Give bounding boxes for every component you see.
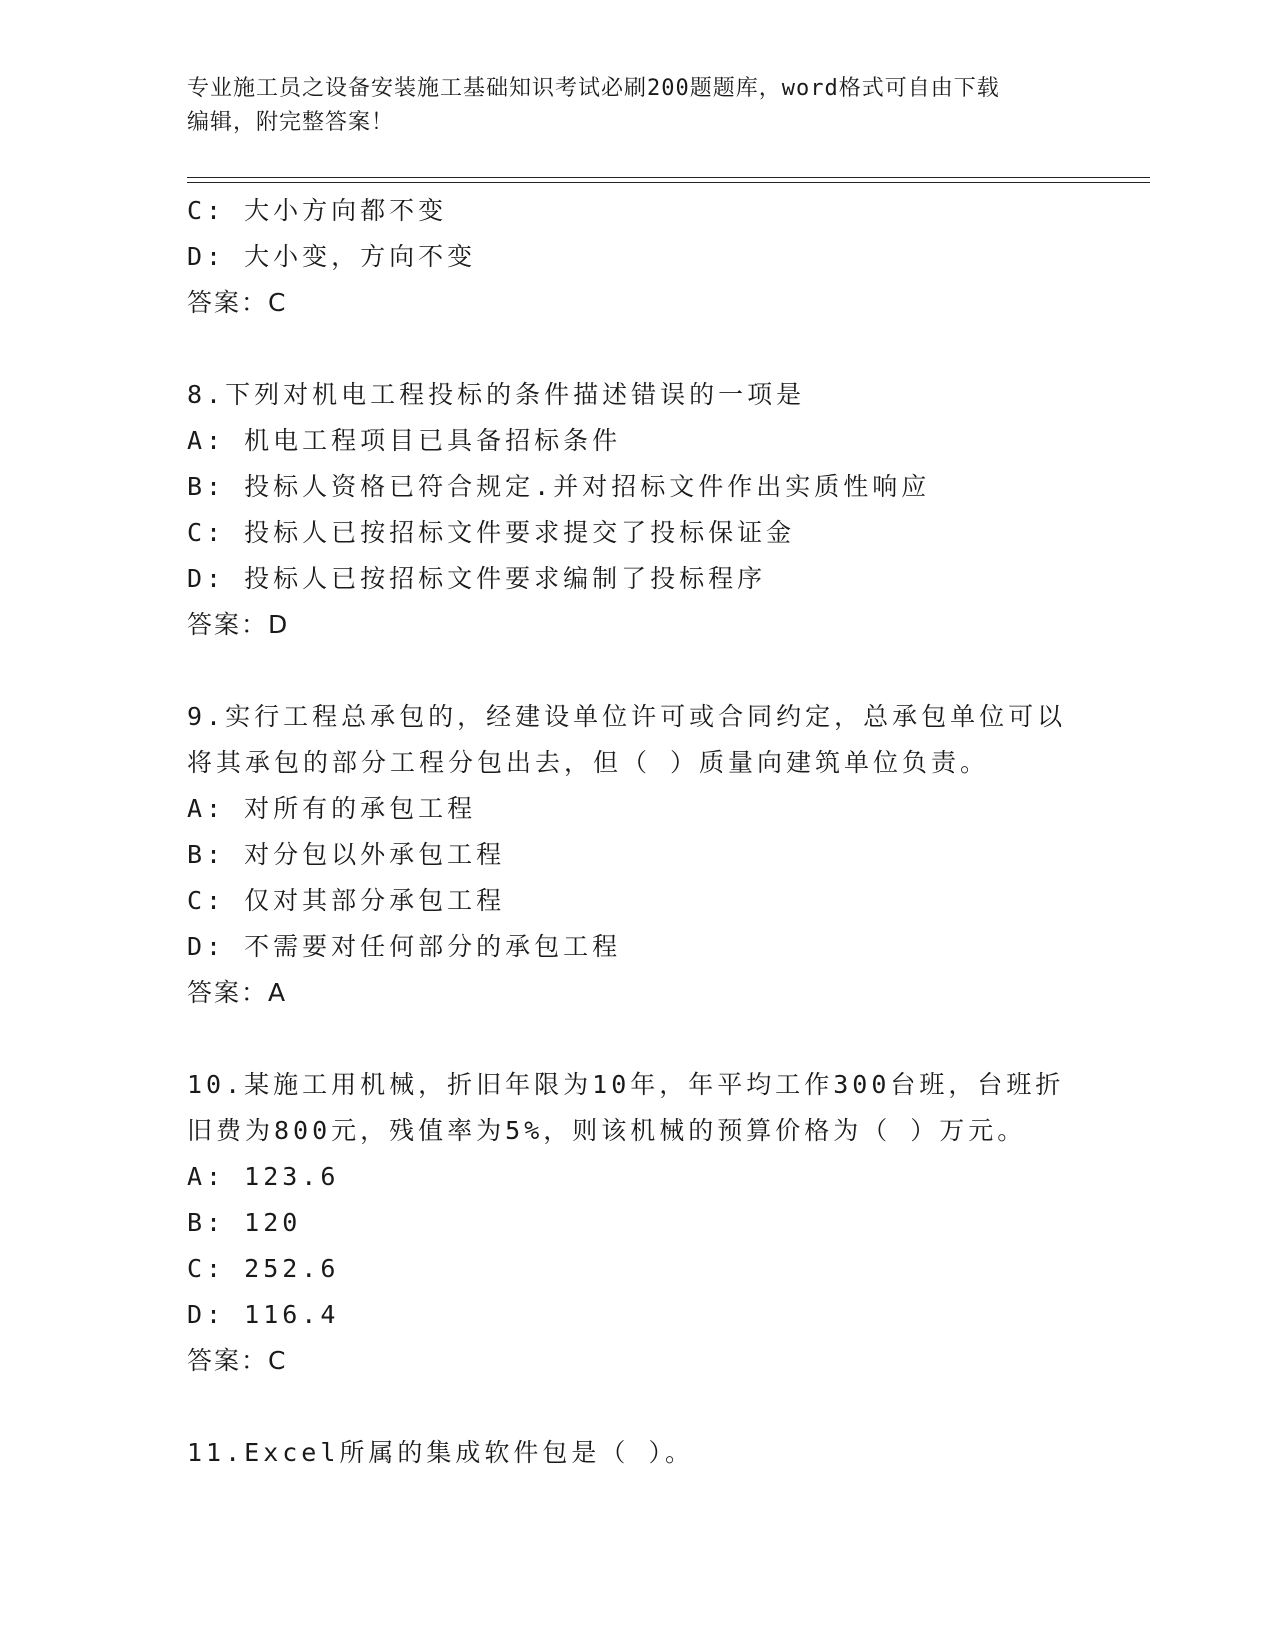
- option-d: D: 不需要对任何部分的承包工程: [187, 932, 622, 961]
- spacer: [187, 326, 1087, 372]
- option-a: A: 机电工程项目已具备招标条件: [187, 426, 622, 455]
- header-title-line-2: 编辑，附完整答案！: [187, 110, 395, 135]
- option-b: B: 对分包以外承包工程: [187, 840, 506, 869]
- option-d: D: 大小变，方向不变: [187, 242, 477, 271]
- option-b: B: 投标人资格已符合规定.并对招标文件作出实质性响应: [187, 472, 931, 501]
- question-stem-line-1: 10.某施工用机械，折旧年限为10年，年平均工作300台班，台班折: [187, 1070, 1065, 1099]
- question-stem-line-2: 将其承包的部分工程分包出去，但（ ）质量向建筑单位负责。: [187, 748, 990, 777]
- option-b: B: 120: [187, 1208, 302, 1237]
- option-c: C: 252.6: [187, 1254, 340, 1283]
- question-8: [187, 372, 1087, 648]
- spacer: [187, 1016, 1087, 1062]
- question-stem-line-2: 旧费为800元，残值率为5%，则该机械的预算价格为（ ）万元。: [187, 1116, 1027, 1145]
- header-divider-top: [187, 177, 1150, 178]
- option-a: A: 对所有的承包工程: [187, 794, 477, 823]
- spacer: [187, 1384, 1087, 1430]
- answer: 答案：A: [187, 978, 288, 1007]
- question-9: [187, 694, 1087, 1016]
- header-divider-bottom: [187, 182, 1150, 183]
- question-list: [187, 188, 1087, 1476]
- answer: 答案：C: [187, 288, 288, 317]
- option-d: D: 116.4: [187, 1300, 340, 1329]
- question-7-tail: [187, 188, 1087, 326]
- option-c: C: 仅对其部分承包工程: [187, 886, 506, 915]
- option-c: C: 投标人已按招标文件要求提交了投标保证金: [187, 518, 796, 547]
- question-stem: 11.Excel所属的集成软件包是（ ）。: [187, 1438, 694, 1467]
- spacer: [187, 648, 1087, 694]
- answer: 答案：D: [187, 610, 290, 639]
- answer: 答案：C: [187, 1346, 288, 1375]
- header-title-line-1: 专业施工员之设备安装施工基础知识考试必刷200题题库，word格式可自由下载: [187, 76, 1000, 101]
- question-stem-line-1: 9.实行工程总承包的，经建设单位许可或合同约定，总承包单位可以: [187, 702, 1067, 731]
- option-d: D: 投标人已按招标文件要求编制了投标程序: [187, 564, 767, 593]
- question-stem: 8.下列对机电工程投标的条件描述错误的一项是: [187, 380, 806, 409]
- question-11: [187, 1430, 1087, 1476]
- question-10: [187, 1062, 1087, 1384]
- option-c: C: 大小方向都不变: [187, 196, 448, 225]
- option-a: A: 123.6: [187, 1162, 340, 1191]
- document-header: [187, 72, 1087, 140]
